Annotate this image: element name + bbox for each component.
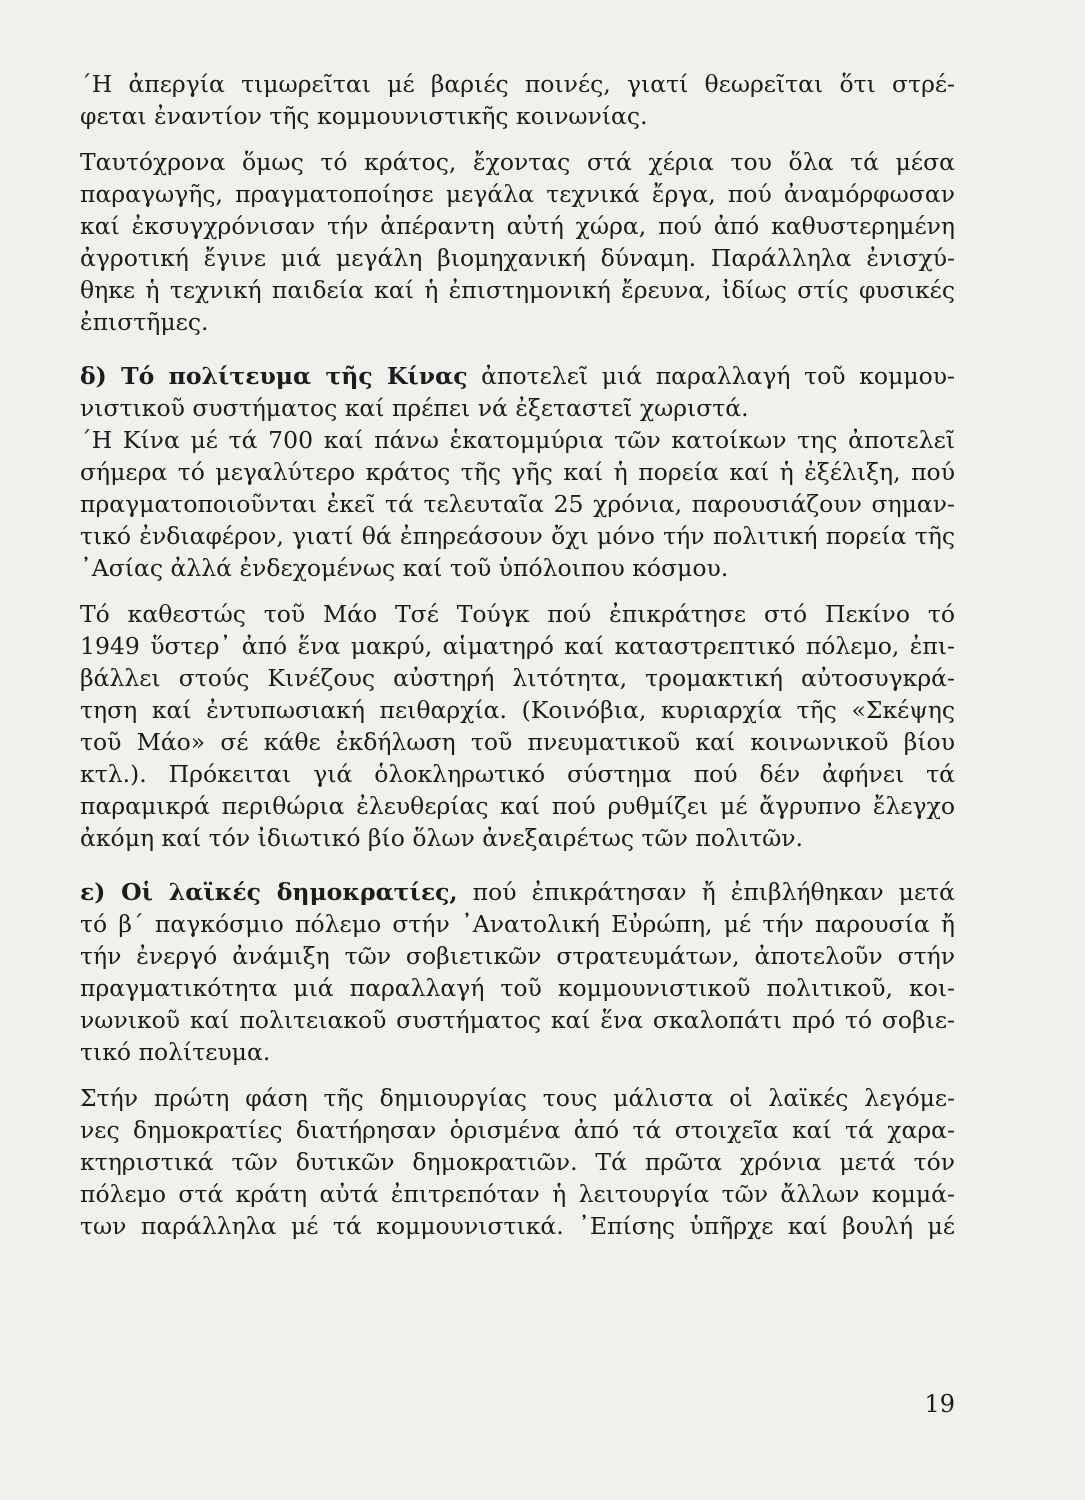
text-line [80, 100, 955, 132]
page-number: 19 [924, 1390, 955, 1418]
line-text: νιστικοῦ συστήματος καί πρέπει νά ἐξεταστεῖ χωριστά. [80, 394, 749, 422]
text-line [80, 1004, 955, 1036]
text-line [80, 758, 955, 790]
text-line [80, 822, 955, 854]
text-line [80, 306, 955, 338]
text-line [80, 68, 955, 100]
text-line [80, 1146, 955, 1178]
line-text: βάλλει στούς Κινέζους αὐστηρή λιτότητα, τρομακτική αὐτοσυγκρά- [80, 664, 955, 692]
text-line [80, 598, 955, 630]
line-text: ἀποτελεῖ μιά παραλλαγή τοῦ κομμου- [467, 362, 955, 390]
line-text: τικό πολίτευμα. [80, 1038, 271, 1066]
paragraph [80, 876, 955, 1068]
paragraph [80, 68, 955, 132]
text-line [80, 940, 955, 972]
text-line [80, 210, 955, 242]
paragraph-spacer [80, 584, 955, 598]
text-line [80, 242, 955, 274]
line-text: τηση καί ἐντυπωσιακή πειθαρχία. (Κοινόβια, κυριαρχία τῆς «Σκέψης [80, 696, 955, 724]
text-line [80, 726, 955, 758]
line-text: ἐπιστῆμες. [80, 308, 209, 336]
paragraph [80, 360, 955, 584]
paragraph [80, 146, 955, 338]
paragraph [80, 1082, 955, 1242]
text-line [80, 1114, 955, 1146]
line-text: Στήν πρώτη φάση τῆς δημιουργίας τους μάλιστα οἱ λαϊκές λεγόμε- [80, 1084, 955, 1112]
text-line [80, 972, 955, 1004]
text-line [80, 630, 955, 662]
text-line [80, 1082, 955, 1114]
line-text: τικό ἐνδιαφέρον, γιατί θά ἐπηρεάσουν ὄχι μόνο τήν πολιτική πορεία τῆς [80, 522, 955, 550]
line-text: καί ἐκσυγχρόνισαν τήν ἀπέραντη αὐτή χώρα, πού ἀπό καθυστερημένη [80, 212, 955, 240]
line-text: 1949 ὕστερ᾽ ἀπό ἕνα μακρύ, αἱματηρό καί καταστρεπτικό πόλεμο, ἐπι- [80, 632, 955, 660]
section-heading: δ) Τό πολίτευμα τῆς Κίνας [80, 362, 468, 390]
line-text: τό β΄ παγκόσμιο πόλεμο στήν ᾽Ανατολική Εὐρώπη, μέ τήν παρουσία ἤ [80, 910, 955, 938]
line-text: παραμικρά περιθώρια ἐλευθερίας καί πού ρυθμίζει μέ ἄγρυπνο ἔλεγχο [80, 792, 955, 820]
line-text: θηκε ἡ τεχνική παιδεία καί ἡ ἐπιστημονική ἔρευνα, ἰδίως στίς φυσικές [80, 276, 955, 304]
line-text: νωνικοῦ καί πολιτειακοῦ συστήματος καί ἕνα σκαλοπάτι πρό τό σοβιε- [80, 1006, 955, 1034]
text-line [80, 694, 955, 726]
text-line [80, 908, 955, 940]
line-text: κτηριστικά τῶν δυτικῶν δημοκρατιῶν. Τά πρῶτα χρόνια μετά τόν [80, 1148, 955, 1176]
line-text: των παράλληλα μέ τά κομμουνιστικά. ᾽Επίσης ὑπῆρχε καί βουλή μέ [80, 1212, 955, 1240]
line-text: ΄Η Κίνα μέ τά 700 καί πάνω ἑκατομμύρια τῶν κατοίκων της ἀποτελεῖ [80, 426, 955, 454]
text-line [80, 146, 955, 178]
line-text: ἀγροτική ἔγινε μιά μεγάλη βιομηχανική δύναμη. Παράλληλα ἐνισχύ- [80, 244, 955, 272]
text-line [80, 552, 955, 584]
line-text: παραγωγῆς, πραγματοποίησε μεγάλα τεχνικά ἔργα, πού ἀναμόρφωσαν [80, 180, 955, 208]
paragraph-spacer [80, 1068, 955, 1082]
text-line [80, 1178, 955, 1210]
text-line [80, 1210, 955, 1242]
text-line [80, 662, 955, 694]
text-line [80, 360, 955, 392]
line-text: ᾽Ασίας ἀλλά ἐνδεχομένως καί τοῦ ὑπόλοιπου κόσμου. [80, 554, 729, 582]
line-text: τοῦ Μάο» σέ κάθε ἐκδήλωση τοῦ πνευματικοῦ καί κοινωνικοῦ βίου [80, 728, 955, 756]
line-text: ἀκόμη καί τόν ἰδιωτικό βίο ὅλων ἀνεξαιρέτως τῶν πολιτῶν. [80, 824, 803, 852]
text-line [80, 488, 955, 520]
text-line [80, 274, 955, 306]
line-text: Τό καθεστώς τοῦ Μάο Τσέ Τούγκ πού ἐπικράτησε στό Πεκίνο τό [80, 600, 955, 628]
line-text: κτλ.). Πρόκειται γιά ὁλοκληρωτικό σύστημα πού δέν ἀφήνει τά [80, 760, 955, 788]
paragraph-spacer [80, 132, 955, 146]
text-line [80, 392, 955, 424]
line-text: πραγματικότητα μιά παραλλαγή τοῦ κομμουνιστικοῦ πολιτικοῦ, κοι- [80, 974, 955, 1002]
line-text: πού ἐπικράτησαν ἤ ἐπιβλήθηκαν μετά [457, 878, 955, 906]
text-line [80, 876, 955, 908]
text-line [80, 520, 955, 552]
section-spacer [80, 854, 955, 876]
line-text: τήν ἐνεργό ἀνάμιξη τῶν σοβιετικῶν στρατευμάτων, ἀποτελοῦν στήν [80, 942, 955, 970]
section-heading: ε) Οἱ λαϊκές δημοκρατίες, [80, 878, 458, 906]
line-text: νες δημοκρατίες διατήρησαν ὁρισμένα ἀπό τά στοιχεῖα καί τά χαρα- [80, 1116, 955, 1144]
line-text: φεται ἐναντίον τῆς κομμουνιστικῆς κοινωνίας. [80, 102, 648, 130]
text-line [80, 1036, 955, 1068]
text-line [80, 178, 955, 210]
text-line [80, 456, 955, 488]
line-text: σήμερα τό μεγαλύτερο κράτος τῆς γῆς καί ἡ πορεία καί ἡ ἐξέλιξη, πού [80, 458, 955, 486]
text-line [80, 790, 955, 822]
paragraph [80, 598, 955, 854]
line-text: πραγματοποιοῦνται ἐκεῖ τά τελευταῖα 25 χρόνια, παρουσιάζουν σημαν- [80, 490, 955, 518]
section-spacer [80, 338, 955, 360]
line-text: Ταυτόχρονα ὅμως τό κράτος, ἔχοντας στά χέρια του ὅλα τά μέσα [80, 148, 955, 176]
line-text: ΄Η ἀπεργία τιμωρεῖται μέ βαριές ποινές, γιατί θεωρεῖται ὅτι στρέ- [80, 70, 955, 98]
book-page-text [80, 68, 955, 1242]
line-text: πόλεμο στά κράτη αὐτά ἐπιτρεπόταν ἡ λειτουργία τῶν ἄλλων κομμά- [80, 1180, 955, 1208]
text-line [80, 424, 955, 456]
